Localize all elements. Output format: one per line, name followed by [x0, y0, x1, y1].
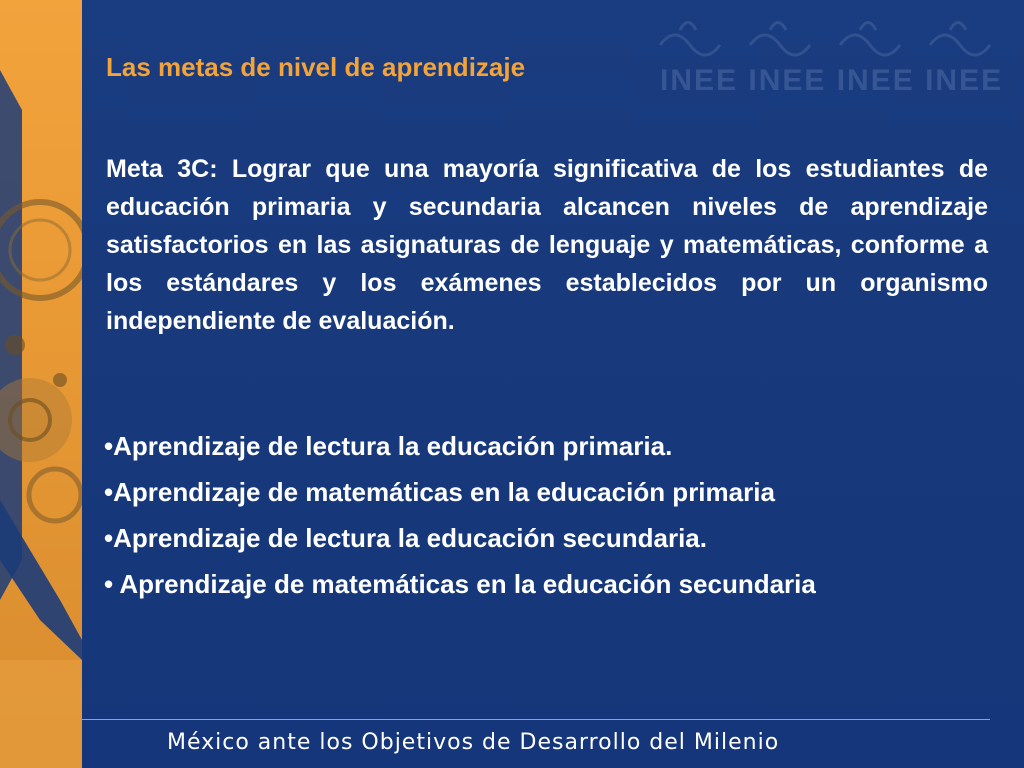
watermark-text: INEE INEE INEE INEE: [660, 64, 1004, 97]
decorative-clock-gears-image: [0, 0, 82, 768]
inee-watermark: [640, 0, 1024, 110]
bullet-list: [104, 430, 994, 614]
bullet-item: •Aprendizaje de lectura la educación primaria.: [104, 431, 673, 461]
slide-title: Las metas de nivel de aprendizaje: [106, 52, 526, 82]
goal-paragraph: Meta 3C: Lograr que una mayoría significativa de los estudiantes de educación primaria y secundaria alcancen niveles de aprendizaje satisfactorios en las asignaturas de lenguaje y matemáticas, conforme a los estándares y los exámenes establecidos por un organismo independiente de evaluación.: [106, 155, 988, 335]
bullet-item: •Aprendizaje de lectura la educación secundaria.: [104, 523, 707, 553]
footer-divider: [80, 719, 990, 720]
bullet-item: •Aprendizaje de matemáticas en la educación primaria: [104, 477, 775, 507]
bullet-item: • Aprendizaje de matemáticas en la educación secundaria: [104, 569, 816, 599]
footer-text: México ante los Objetivos de Desarrollo del Milenio: [167, 730, 780, 755]
